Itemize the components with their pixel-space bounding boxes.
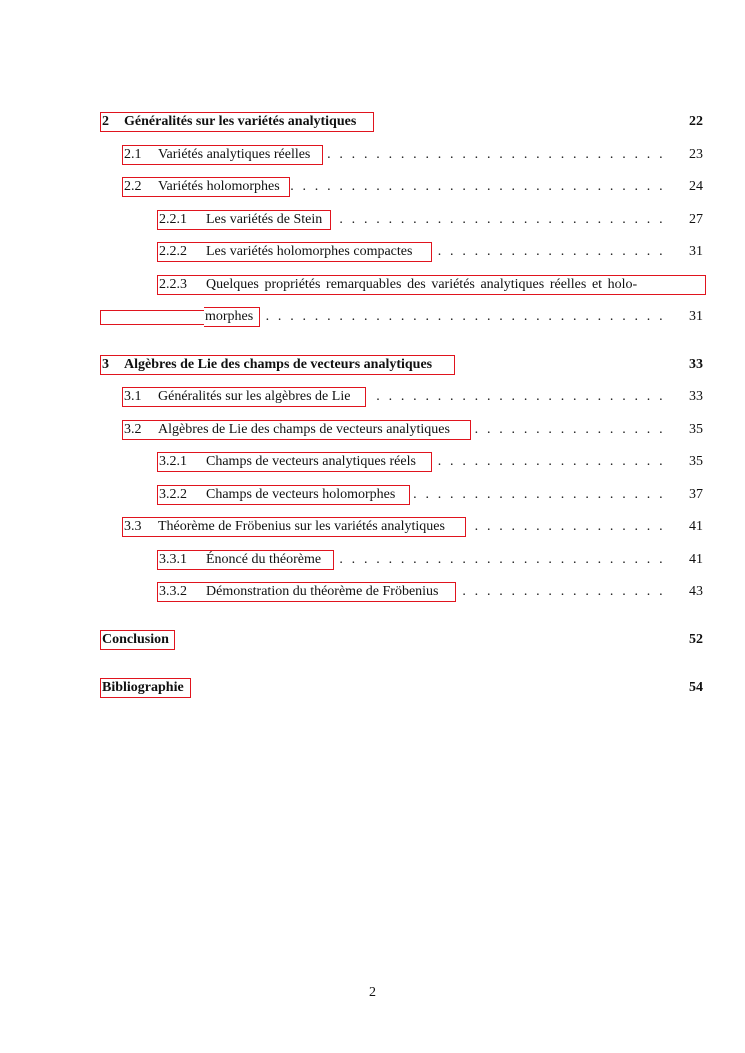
toc-leader-dots: ................. [462, 584, 663, 599]
toc-title-continuation: morphes [205, 309, 254, 324]
toc-number: 3.1 [124, 389, 142, 404]
toc-page-number: 35 [689, 422, 703, 437]
toc-section-3-2 [100, 420, 703, 440]
toc-leader-dots: ................ [474, 422, 663, 437]
toc-link-subsection-2-2-1[interactable] [157, 210, 331, 230]
toc-number: 2 [102, 114, 109, 129]
toc-number: 3.2 [124, 422, 142, 437]
toc-subsection-2-2-3 [100, 275, 703, 295]
toc-leader-dots: ............................ [327, 147, 663, 162]
toc-subsection-2-2-2 [100, 242, 703, 262]
toc-page-number: 35 [689, 454, 703, 469]
toc-subsection-3-2-2 [100, 485, 703, 505]
toc-number: 3.2.2 [159, 487, 187, 502]
toc-link-bibliographie[interactable] [100, 678, 191, 698]
toc-page-number: 24 [689, 179, 703, 194]
toc-page-number: 43 [689, 584, 703, 599]
toc-section-3-3 [100, 517, 703, 537]
toc-number: 2.2.3 [159, 277, 187, 292]
toc-title: Généralités sur les variétés analytiques [124, 114, 357, 129]
toc-section-3-1 [100, 387, 703, 407]
toc-subsection-2-2-3-continuation [100, 307, 703, 327]
toc-title: Conclusion [102, 632, 169, 647]
toc-number: 2.2 [124, 179, 142, 194]
toc-number: 3.3 [124, 519, 142, 534]
toc-link-continuation-box[interactable] [100, 310, 205, 325]
toc-link-subsection-3-2-2[interactable] [157, 485, 410, 505]
toc-link-subsection-2-2-3-line2[interactable] [204, 307, 260, 327]
toc-number: 3.2.1 [159, 454, 187, 469]
toc-chapter-2 [100, 112, 703, 132]
toc-link-subsection-2-2-3[interactable] [157, 275, 706, 295]
toc-link-section-3-1[interactable] [122, 387, 366, 407]
toc-leader-dots: ................... [437, 454, 663, 469]
toc-subsection-3-3-2 [100, 582, 703, 602]
toc-page-number: 33 [689, 389, 703, 404]
toc-page-number: 54 [689, 680, 703, 695]
toc-page-number: 52 [689, 632, 703, 647]
toc-subsection-3-3-1 [100, 550, 703, 570]
toc-link-chapter-2[interactable] [100, 112, 374, 132]
toc-leader-dots: ................................. [265, 309, 663, 324]
toc-title: Les variétés de Stein [206, 212, 323, 227]
toc-link-section-2-2[interactable] [122, 177, 290, 197]
page-number-footer: 2 [369, 985, 376, 1000]
toc-title: Algèbres de Lie des champs de vecteurs analytiques [158, 422, 450, 437]
toc-page-number: 23 [689, 147, 703, 162]
toc-title: Bibliographie [102, 680, 184, 695]
toc-link-subsection-3-3-1[interactable] [157, 550, 334, 570]
toc-title: Variétés analytiques réelles [158, 147, 311, 162]
toc-page-number: 31 [689, 309, 703, 324]
toc-page-number: 41 [689, 552, 703, 567]
toc-title: Algèbres de Lie des champs de vecteurs analytiques [124, 357, 433, 372]
toc-number: 2.2.1 [159, 212, 187, 227]
toc-title: Généralités sur les algèbres de Lie [158, 389, 351, 404]
toc-section-2-1 [100, 145, 703, 165]
toc-bibliographie [100, 678, 703, 698]
toc-leader-dots: ........................ [376, 389, 663, 404]
toc-leader-dots: ..................... [413, 487, 663, 502]
toc-leader-dots: ............................... [290, 179, 663, 194]
toc-title: Énoncé du théorème [206, 552, 322, 567]
toc-link-subsection-2-2-2[interactable] [157, 242, 432, 262]
toc-title: Les variétés holomorphes compactes [206, 244, 413, 259]
toc-link-subsection-3-3-2[interactable] [157, 582, 456, 602]
toc-subsection-2-2-1 [100, 210, 703, 230]
toc-link-conclusion[interactable] [100, 630, 175, 650]
toc-title: Démonstration du théorème de Fröbenius [206, 584, 439, 599]
toc-link-section-2-1[interactable] [122, 145, 323, 165]
toc-subsection-3-2-1 [100, 452, 703, 472]
toc-page-number: 37 [689, 487, 703, 502]
toc-link-subsection-3-2-1[interactable] [157, 452, 432, 472]
toc-number: 3 [102, 357, 109, 372]
toc-leader-dots: ........................... [339, 552, 663, 567]
toc-link-section-3-3[interactable] [122, 517, 466, 537]
toc-title: Quelques propriétés remarquables des variétés analytiques réelles et holo- [206, 277, 638, 292]
toc-page-number: 33 [689, 357, 703, 372]
toc-link-chapter-3[interactable] [100, 355, 455, 375]
toc-number: 2.1 [124, 147, 142, 162]
toc-page-number: 31 [689, 244, 703, 259]
toc-conclusion [100, 630, 703, 650]
toc-page-number: 27 [689, 212, 703, 227]
toc-page-number: 22 [689, 114, 703, 129]
toc-title: Théorème de Fröbenius sur les variétés analytiques [158, 519, 445, 534]
toc-leader-dots: ................... [437, 244, 663, 259]
toc-number: 3.3.1 [159, 552, 187, 567]
toc-link-section-3-2[interactable] [122, 420, 471, 440]
toc-number: 2.2.2 [159, 244, 187, 259]
toc-number: 3.3.2 [159, 584, 187, 599]
toc-chapter-3 [100, 355, 703, 375]
toc-title: Variétés holomorphes [158, 179, 280, 194]
toc-title: Champs de vecteurs analytiques réels [206, 454, 416, 469]
toc-leader-dots: ................ [474, 519, 663, 534]
toc-section-2-2 [100, 177, 703, 197]
toc-title: Champs de vecteurs holomorphes [206, 487, 396, 502]
toc-leader-dots: ........................... [339, 212, 663, 227]
toc-page-number: 41 [689, 519, 703, 534]
